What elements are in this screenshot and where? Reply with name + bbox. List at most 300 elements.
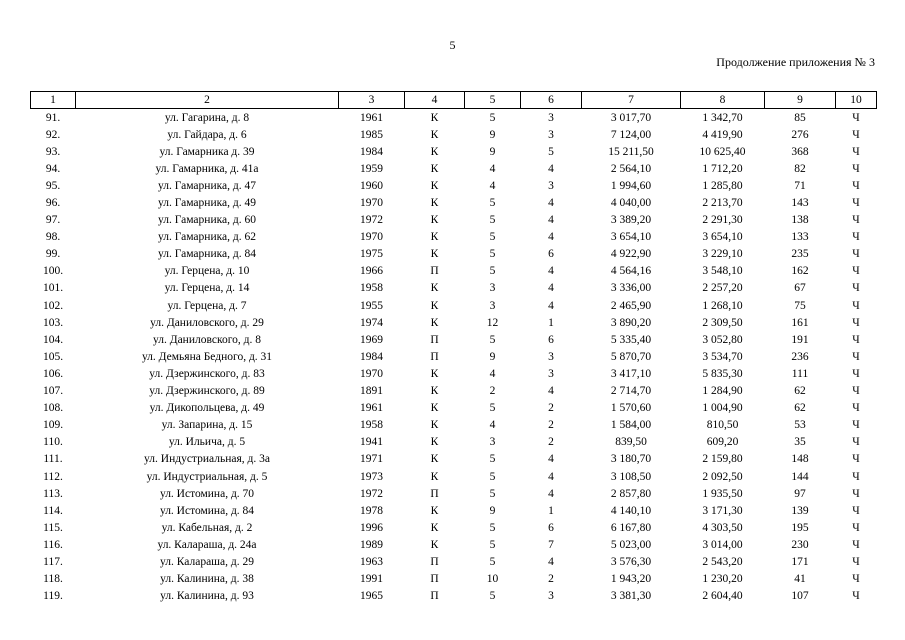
cell-total-area: 4 140,10 (610, 504, 652, 517)
cell-residents: 276 (791, 128, 809, 141)
table-row (31, 246, 877, 263)
cell-living-area: 1 268,10 (702, 299, 743, 312)
cell-category: Ч (852, 573, 860, 586)
table-row (31, 160, 877, 177)
table-row (31, 143, 877, 160)
table-body (31, 109, 877, 605)
cell-entrances: 2 (548, 436, 554, 449)
cell-living-area: 1 285,80 (702, 179, 743, 192)
cell-floors: 3 (489, 282, 496, 295)
column-header-5: 5 (465, 92, 521, 109)
cell-year-built: 1971 (360, 453, 383, 466)
cell-row-number: 110. (43, 436, 63, 449)
cell-wall-material: К (430, 316, 439, 329)
cell-total-area: 3 576,30 (610, 555, 652, 568)
cell-year-built: 1972 (360, 214, 383, 227)
cell-wall-material: К (430, 367, 439, 380)
cell-living-area: 5 835,30 (702, 367, 743, 380)
cell-year-built: 1970 (360, 231, 383, 244)
cell-row-number: 112. (43, 470, 63, 483)
cell-total-area: 3 417,10 (610, 367, 652, 380)
cell-category: Ч (852, 128, 860, 141)
cell-residents: 235 (791, 248, 809, 261)
table-row (31, 571, 877, 588)
cell-floors: 5 (489, 453, 496, 466)
table-row (31, 485, 877, 502)
cell-residents: 111 (791, 367, 809, 380)
cell-living-area: 2 213,70 (702, 197, 743, 210)
cell-year-built: 1989 (360, 538, 383, 551)
table-row (31, 536, 877, 553)
cell-row-number: 119. (43, 590, 63, 603)
cell-floors: 4 (489, 162, 496, 175)
cell-category: Ч (852, 350, 860, 363)
cell-residents: 67 (794, 282, 806, 295)
cell-floors: 5 (489, 538, 496, 551)
table-row (31, 400, 877, 417)
cell-total-area: 5 023,00 (610, 538, 652, 551)
cell-entrances: 3 (548, 179, 554, 192)
cell-wall-material: П (430, 555, 439, 568)
cell-residents: 162 (791, 265, 809, 278)
cell-floors: 5 (489, 111, 496, 124)
cell-wall-material: К (430, 214, 439, 227)
cell-entrances: 6 (548, 521, 554, 534)
cell-category: Ч (852, 402, 860, 415)
cell-residents: 62 (794, 385, 806, 398)
cell-category: Ч (852, 436, 860, 449)
cell-entrances: 3 (548, 590, 554, 603)
cell-entrances: 7 (548, 538, 554, 551)
cell-living-area: 10 625,40 (699, 145, 746, 158)
cell-residents: 148 (791, 453, 809, 466)
cell-row-number: 94. (45, 162, 61, 175)
cell-floors: 3 (489, 299, 496, 312)
cell-row-number: 114. (43, 504, 63, 517)
cell-address: ул. Герцена, д. 7 (167, 299, 247, 312)
cell-address: ул. Калараша, д. 29 (160, 555, 254, 568)
cell-wall-material: П (430, 350, 439, 363)
cell-address: ул. Истомина, д. 84 (159, 504, 255, 517)
cell-category: Ч (852, 231, 860, 244)
cell-floors: 5 (489, 197, 496, 210)
cell-wall-material: К (430, 248, 439, 261)
cell-wall-material: К (430, 538, 439, 551)
table-row (31, 194, 877, 211)
cell-row-number: 111. (43, 453, 63, 466)
cell-row-number: 115. (43, 521, 63, 534)
cell-living-area: 1 284,90 (702, 385, 743, 398)
cell-residents: 161 (791, 316, 809, 329)
cell-living-area: 3 052,80 (702, 333, 743, 346)
table-row (31, 212, 877, 229)
cell-year-built: 1959 (360, 162, 383, 175)
cell-living-area: 4 303,50 (702, 521, 743, 534)
cell-floors: 5 (489, 555, 496, 568)
table-row (31, 417, 877, 434)
cell-entrances: 3 (548, 350, 554, 363)
cell-residents: 82 (794, 162, 806, 175)
cell-total-area: 2 465,90 (610, 299, 652, 312)
cell-row-number: 91. (45, 111, 61, 124)
cell-category: Ч (852, 555, 860, 568)
cell-year-built: 1961 (360, 402, 383, 415)
cell-total-area: 3 336,00 (610, 282, 652, 295)
table-row (31, 434, 877, 451)
cell-entrances: 6 (548, 248, 554, 261)
cell-living-area: 4 419,90 (702, 128, 743, 141)
cell-row-number: 117. (43, 555, 63, 568)
cell-residents: 191 (791, 333, 809, 346)
table-row (31, 297, 877, 314)
cell-entrances: 2 (548, 419, 554, 432)
cell-living-area: 3 654,10 (702, 231, 743, 244)
cell-total-area: 3 890,20 (610, 316, 652, 329)
page-number: 5 (449, 38, 456, 52)
cell-entrances: 3 (548, 367, 554, 380)
cell-year-built: 1972 (360, 487, 383, 500)
cell-year-built: 1963 (360, 555, 383, 568)
cell-year-built: 1970 (360, 367, 383, 380)
cell-row-number: 96. (45, 197, 61, 210)
cell-address: ул. Гамарника д. 39 (159, 145, 255, 158)
cell-year-built: 1970 (360, 197, 383, 210)
cell-floors: 9 (489, 350, 496, 363)
column-header-3: 3 (339, 92, 405, 109)
cell-row-number: 104. (42, 333, 64, 346)
cell-residents: 62 (794, 402, 806, 415)
column-header-7: 7 (582, 92, 681, 109)
cell-living-area: 1 935,50 (702, 487, 743, 500)
cell-address: ул. Калинина, д. 93 (160, 590, 254, 603)
cell-total-area: 5 335,40 (610, 333, 652, 346)
cell-wall-material: П (430, 573, 439, 586)
cell-floors: 5 (489, 402, 496, 415)
cell-wall-material: К (430, 231, 439, 244)
cell-entrances: 4 (548, 265, 554, 278)
cell-category: Ч (852, 367, 860, 380)
cell-total-area: 1 584,00 (610, 419, 652, 432)
cell-floors: 5 (489, 333, 496, 346)
cell-living-area: 1 004,90 (702, 402, 743, 415)
cell-category: Ч (852, 179, 860, 192)
cell-residents: 144 (791, 470, 809, 483)
cell-residents: 107 (791, 590, 809, 603)
cell-entrances: 3 (548, 111, 554, 124)
cell-residents: 368 (791, 145, 809, 158)
cell-row-number: 107. (42, 385, 64, 398)
cell-wall-material: П (430, 590, 439, 603)
table-row (31, 383, 877, 400)
cell-year-built: 1958 (360, 419, 383, 432)
cell-category: Ч (852, 590, 860, 603)
cell-entrances: 4 (548, 299, 554, 312)
cell-total-area: 6 167,80 (610, 521, 652, 534)
cell-floors: 5 (489, 231, 496, 244)
cell-living-area: 2 543,20 (702, 555, 743, 568)
cell-floors: 5 (489, 248, 496, 261)
cell-row-number: 92. (45, 128, 61, 141)
cell-residents: 75 (794, 299, 806, 312)
cell-wall-material: К (430, 521, 439, 534)
table-row (31, 502, 877, 519)
cell-floors: 5 (489, 265, 496, 278)
column-header-4: 4 (405, 92, 465, 109)
cell-category: Ч (852, 453, 860, 466)
cell-living-area: 2 257,20 (702, 282, 743, 295)
table-row (31, 348, 877, 365)
cell-floors: 9 (489, 504, 496, 517)
cell-living-area: 810,50 (706, 419, 739, 432)
cell-residents: 53 (794, 419, 806, 432)
cell-address: ул. Даниловского, д. 8 (153, 333, 261, 346)
table-row (31, 451, 877, 468)
cell-address: ул. Герцена, д. 14 (164, 282, 250, 295)
cell-wall-material: К (430, 282, 439, 295)
cell-wall-material: К (430, 179, 439, 192)
cell-wall-material: К (430, 436, 439, 449)
cell-residents: 236 (791, 350, 809, 363)
cell-wall-material: П (430, 333, 439, 346)
cell-year-built: 1996 (360, 521, 383, 534)
cell-category: Ч (852, 538, 860, 551)
cell-entrances: 4 (548, 453, 554, 466)
cell-residents: 195 (791, 521, 809, 534)
cell-address: ул. Дзержинского, д. 89 (149, 385, 265, 398)
cell-entrances: 2 (548, 402, 554, 415)
cell-living-area: 609,20 (706, 436, 739, 449)
cell-wall-material: К (430, 299, 439, 312)
cell-entrances: 4 (548, 231, 554, 244)
cell-living-area: 3 534,70 (702, 350, 743, 363)
cell-floors: 3 (489, 436, 496, 449)
cell-floors: 9 (489, 128, 496, 141)
cell-total-area: 2 857,80 (610, 487, 652, 500)
cell-year-built: 1974 (360, 316, 383, 329)
table-row (31, 553, 877, 570)
table-row (31, 229, 877, 246)
cell-address: ул. Индустриальная, д. 3а (144, 453, 270, 466)
cell-total-area: 7 124,00 (610, 128, 652, 141)
cell-address: ул. Дзержинского, д. 83 (149, 367, 265, 380)
cell-total-area: 1 570,60 (610, 402, 652, 415)
table-row (31, 331, 877, 348)
cell-wall-material: К (430, 504, 439, 517)
cell-row-number: 100. (42, 265, 64, 278)
cell-row-number: 109. (42, 419, 64, 432)
cell-address: ул. Гамарника, д. 47 (158, 179, 256, 192)
cell-address: ул. Гагарина, д. 8 (164, 111, 250, 124)
cell-floors: 9 (489, 145, 496, 158)
cell-year-built: 1991 (360, 573, 383, 586)
cell-total-area: 2 564,10 (610, 162, 652, 175)
cell-wall-material: П (430, 487, 439, 500)
cell-row-number: 113. (43, 487, 63, 500)
column-header-6: 6 (521, 92, 582, 109)
cell-year-built: 1965 (360, 590, 383, 603)
cell-entrances: 4 (548, 487, 554, 500)
cell-year-built: 1958 (360, 282, 383, 295)
cell-address: ул. Демьяна Бедного, д. 31 (141, 350, 273, 363)
cell-row-number: 103. (42, 316, 64, 329)
table-row (31, 109, 877, 127)
cell-residents: 85 (794, 111, 806, 124)
cell-address: ул. Гамарника, д. 49 (158, 197, 256, 210)
cell-entrances: 4 (548, 282, 554, 295)
table-row (31, 519, 877, 536)
cell-address: ул. Гамарника, д. 41а (155, 162, 259, 175)
cell-year-built: 1891 (360, 385, 383, 398)
cell-living-area: 3 548,10 (702, 265, 743, 278)
cell-row-number: 101. (42, 282, 64, 295)
cell-category: Ч (852, 214, 860, 227)
cell-living-area: 1 712,20 (702, 162, 743, 175)
cell-wall-material: К (430, 385, 439, 398)
cell-residents: 138 (791, 214, 809, 227)
cell-address: ул. Кабельная, д. 2 (161, 521, 253, 534)
cell-living-area: 2 092,50 (702, 470, 743, 483)
cell-wall-material: К (430, 197, 439, 210)
cell-wall-material: К (430, 419, 439, 432)
cell-entrances: 5 (548, 145, 554, 158)
cell-wall-material: К (430, 128, 439, 141)
cell-wall-material: К (430, 453, 439, 466)
cell-living-area: 1 342,70 (702, 111, 743, 124)
cell-row-number: 97. (45, 214, 61, 227)
cell-row-number: 93. (45, 145, 61, 158)
table-row (31, 365, 877, 382)
cell-total-area: 3 654,10 (610, 231, 652, 244)
cell-row-number: 102. (42, 299, 64, 312)
cell-total-area: 1 943,20 (610, 573, 652, 586)
cell-category: Ч (852, 197, 860, 210)
cell-entrances: 6 (548, 333, 554, 346)
cell-living-area: 3 229,10 (702, 248, 743, 261)
cell-address: ул. Индустриальная, д. 5 (146, 470, 268, 483)
cell-total-area: 4 040,00 (610, 197, 652, 210)
cell-category: Ч (852, 385, 860, 398)
table-row (31, 280, 877, 297)
table-row (31, 263, 877, 280)
cell-address: ул. Гамарника, д. 60 (158, 214, 256, 227)
cell-total-area: 2 714,70 (610, 385, 652, 398)
cell-living-area: 2 291,30 (702, 214, 743, 227)
cell-living-area: 1 230,20 (702, 573, 743, 586)
cell-floors: 4 (489, 419, 496, 432)
cell-address: ул. Запарина, д. 15 (161, 419, 253, 432)
cell-floors: 5 (489, 470, 496, 483)
cell-row-number: 108. (42, 402, 64, 415)
cell-living-area: 3 171,30 (702, 504, 743, 517)
cell-total-area: 839,50 (615, 436, 647, 449)
cell-category: Ч (852, 487, 860, 500)
cell-residents: 230 (791, 538, 809, 551)
cell-residents: 71 (794, 179, 806, 192)
cell-residents: 35 (794, 436, 806, 449)
cell-floors: 4 (489, 179, 496, 192)
cell-year-built: 1961 (360, 111, 383, 124)
cell-floors: 10 (486, 573, 499, 586)
cell-address: ул. Гамарника, д. 62 (158, 231, 256, 244)
cell-wall-material: П (430, 265, 439, 278)
cell-entrances: 4 (548, 385, 554, 398)
cell-residents: 143 (791, 197, 809, 210)
cell-wall-material: К (430, 111, 439, 124)
cell-row-number: 116. (43, 538, 63, 551)
cell-total-area: 1 994,60 (610, 179, 652, 192)
cell-category: Ч (852, 265, 860, 278)
cell-year-built: 1975 (360, 248, 383, 261)
cell-category: Ч (852, 316, 860, 329)
column-header-10: 10 (836, 92, 877, 109)
cell-entrances: 4 (548, 470, 554, 483)
cell-category: Ч (852, 333, 860, 346)
cell-year-built: 1984 (360, 350, 383, 363)
cell-category: Ч (852, 470, 860, 483)
cell-floors: 12 (486, 316, 499, 329)
cell-entrances: 1 (548, 316, 554, 329)
cell-entrances: 4 (548, 555, 554, 568)
cell-address: ул. Гайдара, д. 6 (167, 128, 247, 141)
cell-entrances: 4 (548, 197, 554, 210)
cell-year-built: 1941 (360, 436, 383, 449)
cell-category: Ч (852, 111, 860, 124)
cell-wall-material: К (430, 470, 439, 483)
cell-total-area: 3 017,70 (610, 111, 652, 124)
cell-wall-material: К (430, 162, 439, 175)
cell-year-built: 1969 (360, 333, 383, 346)
cell-year-built: 1955 (360, 299, 383, 312)
cell-category: Ч (852, 282, 860, 295)
cell-row-number: 118. (43, 573, 63, 586)
table-row (31, 177, 877, 194)
cell-year-built: 1984 (360, 145, 383, 158)
table-row (31, 588, 877, 605)
cell-residents: 41 (794, 573, 806, 586)
cell-address: ул. Дикопольцева, д. 49 (149, 402, 265, 415)
cell-floors: 5 (489, 214, 496, 227)
cell-year-built: 1985 (360, 128, 383, 141)
table-row (31, 314, 877, 331)
cell-total-area: 15 211,50 (608, 145, 654, 158)
cell-wall-material: К (430, 402, 439, 415)
cell-floors: 4 (489, 367, 496, 380)
column-header-9: 9 (765, 92, 836, 109)
cell-living-area: 2 309,50 (702, 316, 743, 329)
cell-category: Ч (852, 521, 860, 534)
cell-living-area: 2 159,80 (702, 453, 743, 466)
cell-address: ул. Калинина, д. 38 (160, 573, 254, 586)
cell-floors: 5 (489, 487, 496, 500)
cell-category: Ч (852, 162, 860, 175)
cell-year-built: 1978 (360, 504, 383, 517)
cell-floors: 5 (489, 521, 496, 534)
cell-year-built: 1973 (360, 470, 383, 483)
table-row (31, 468, 877, 485)
cell-category: Ч (852, 419, 860, 432)
cell-total-area: 3 180,70 (610, 453, 652, 466)
cell-address: ул. Калараша, д. 24а (157, 538, 257, 551)
cell-total-area: 3 389,20 (610, 214, 652, 227)
cell-category: Ч (852, 145, 860, 158)
cell-category: Ч (852, 299, 860, 312)
cell-total-area: 5 870,70 (610, 350, 652, 363)
cell-row-number: 106. (42, 367, 64, 380)
column-header-1: 1 (31, 92, 76, 109)
cell-living-area: 3 014,00 (702, 538, 743, 551)
column-header-2: 2 (76, 92, 339, 109)
column-header-8: 8 (681, 92, 765, 109)
